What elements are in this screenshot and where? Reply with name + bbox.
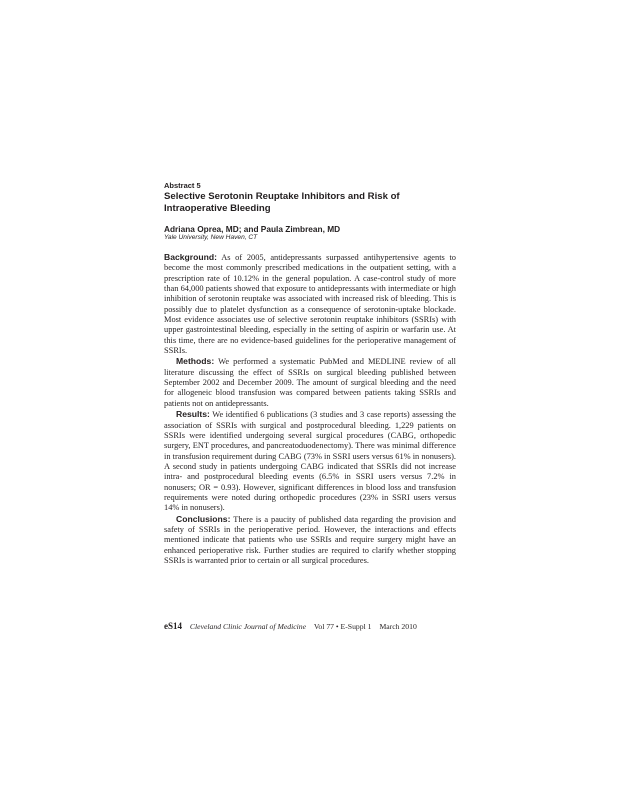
- results-heading: Results:: [176, 409, 210, 420]
- results-text: We identified 6 publications (3 studies and 3 case reports) assessing the association of SSRIs with surgical and postprocedural bleeding. 1,229 patients on SSRIs were identified undergoing several surgical procedures (CABG, orthopedic surgery, ENT procedures, and pancreatoduodenectomy). There was minimal difference in transfusion requirement during CABG (73% in SSRI users versus 61% in nonusers). A second study in patients undergoing CABG indicated that SSRIs did not increase intra- and postprocedural bleeding events (6.5% in SSRI users versus 7.2% in nonusers; OR = 0.93). However, significant differences in blood loss and transfusion requirements were noted during orthopedic procedures (23% in SSRI users versus 14% in nonusers).: [164, 410, 456, 513]
- page-footer: [164, 621, 464, 632]
- background-paragraph: [164, 252, 456, 356]
- abstract-title: Selective Serotonin Reuptake Inhibitors and Risk of Intraoperative Bleeding: [164, 191, 400, 214]
- abstract-label: Abstract 5: [164, 181, 201, 190]
- methods-heading: Methods:: [176, 356, 215, 367]
- author-list: Adriana Oprea, MD; and Paula Zimbrean, MD: [164, 224, 341, 234]
- methods-text: We performed a systematic PubMed and MEDLINE review of all literature discussing the effect of SSRIs on surgical bleeding published between September 2002 and December 2009. The amount of surgical bleeding and the need for allogeneic blood transfusion was compared between patients taking SSRIs and patients not on antidepressants.: [164, 357, 457, 408]
- page-number: eS14: [164, 621, 182, 631]
- conclusions-heading: Conclusions:: [176, 513, 231, 524]
- conclusions-text: There is a paucity of published data regarding the provision and safety of SSRIs in the perioperative period. However, the interactions and effects mentioned indicate that patients who use SSRIs and require surgery might have an enhanced perioperative risk. Further studies are required to clarify whether stopping SSRIs is warranted prior to certain or all surgical procedures.: [164, 514, 456, 565]
- methods-paragraph: [164, 356, 456, 409]
- results-paragraph: [164, 409, 456, 513]
- conclusions-paragraph: [164, 514, 456, 567]
- journal-name: Cleveland Clinic Journal of Medicine: [189, 622, 307, 631]
- volume-info: Vol 77 • E-Suppl 1: [313, 622, 372, 631]
- issue-date: March 2010: [379, 622, 417, 631]
- background-heading: Background:: [164, 252, 217, 262]
- background-text: As of 2005, antidepressants surpassed antihypertensive agents to become the most commonly prescribed medications in the outpatient setting, with a prescription rate of 10.12% in the general population. A case-control study of more than 64,000 patients showed that exposure to antidepressants with intermediate or high inhibition of serotonin reuptake was associated with increased risk of bleeding. This is possibly due to platelet dysfunction as a consequence of serotonin-uptake blockade. Most evidence associates use of selective serotonin reuptake inhibitors (SSRIs) with upper gastrointestinal bleeding, especially in the setting of aspirin or warfarin use. At this time, there are no evidence-based guidelines for the perioperative management of SSRIs.: [164, 253, 456, 356]
- affiliation: Yale University, New Haven, CT: [164, 234, 258, 241]
- abstract-block: [164, 181, 456, 566]
